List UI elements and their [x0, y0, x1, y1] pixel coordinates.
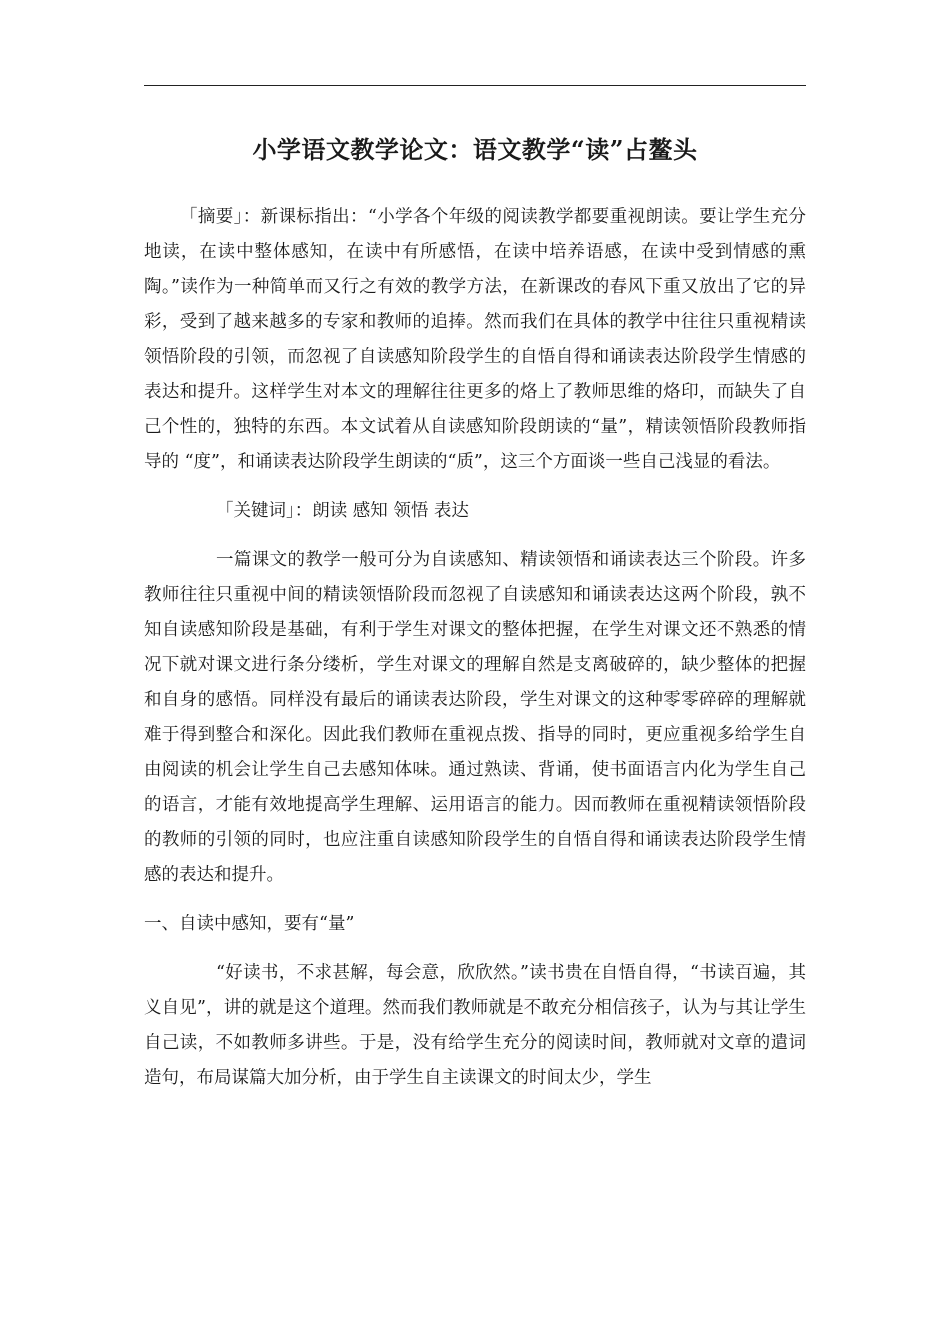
intro-paragraph: 一篇课文的教学一般可分为自读感知、精读领悟和诵读表达三个阶段。许多教师往往只重视中间的精读领悟阶段而忽视了自读感知和诵读表达这两个阶段，孰不知自读感知阶段是基础，有利于学生对课文的整体把握，在学生对课文还不熟悉的情况下就对课文进行条分缕析，学生对课文的理解自然是支离破碎的，缺少整体的把握和自身的感悟。同样没有最后的诵读表达阶段，学生对课文的这种零零碎碎的理解就难于得到整合和深化。因此我们教师在重视点拨、指导的同时，更应重视多给学生自由阅读的机会让学生自己去感知体味。通过熟读、背诵，使书面语言内化为学生自己的语言，才能有效地提高学生理解、运用语言的能力。因而教师在重视精读领悟阶段的教师的引领的同时，也应注重自读感知阶段学生的自悟自得和诵读表达阶段学生情感的表达和提升。: [144, 550, 806, 885]
section-paragraph: “好读书，不求甚解，每会意，欣欣然。”读书贵在自悟自得，“书读百遍，其义自见”，讲的就是这个道理。然而我们教师就是不敢充分相信孩子，认为与其让学生自己读，不如教师多讲些。于是，没有给学生充分的阅读时间，教师就对文章的遣词造句，布局谋篇大加分析，由于学生自主读课文的时间太少，学生: [144, 963, 806, 1088]
section-heading: 一、自读中感知，要有“量”: [144, 914, 355, 934]
keywords-line: 「关键词」：朗读 感知 领悟 表达: [216, 501, 469, 521]
document-body: [144, 200, 806, 1096]
header-rule: [144, 85, 806, 86]
document-title: 小学语文教学论文：语文教学“读”占鳌头: [252, 135, 698, 164]
abstract-paragraph: 「摘要」：新课标指出：“小学各个年级的阅读教学都要重视朗读。要让学生充分地读，在读中整体感知，在读中有所感悟，在读中培养语感，在读中受到情感的熏陶。”读作为一种简单而又行之有效的教学方法，在新课改的春风下重又放出了它的异彩，受到了越来越多的专家和教师的追捧。然而我们在具体的教学中往往只重视精读领悟阶段的引领，而忽视了自读感知阶段学生的自悟自得和诵读表达阶段学生情感的表达和提升。这样学生对本文的理解往往更多的烙上了教师思维的烙印，而缺失了自己个性的，独特的东西。本文试着从自读感知阶段朗读的“量”，精读领悟阶段教师指导的 “度”，和诵读表达阶段学生朗读的“质”，这三个方面谈一些自己浅显的看法。: [144, 207, 806, 472]
